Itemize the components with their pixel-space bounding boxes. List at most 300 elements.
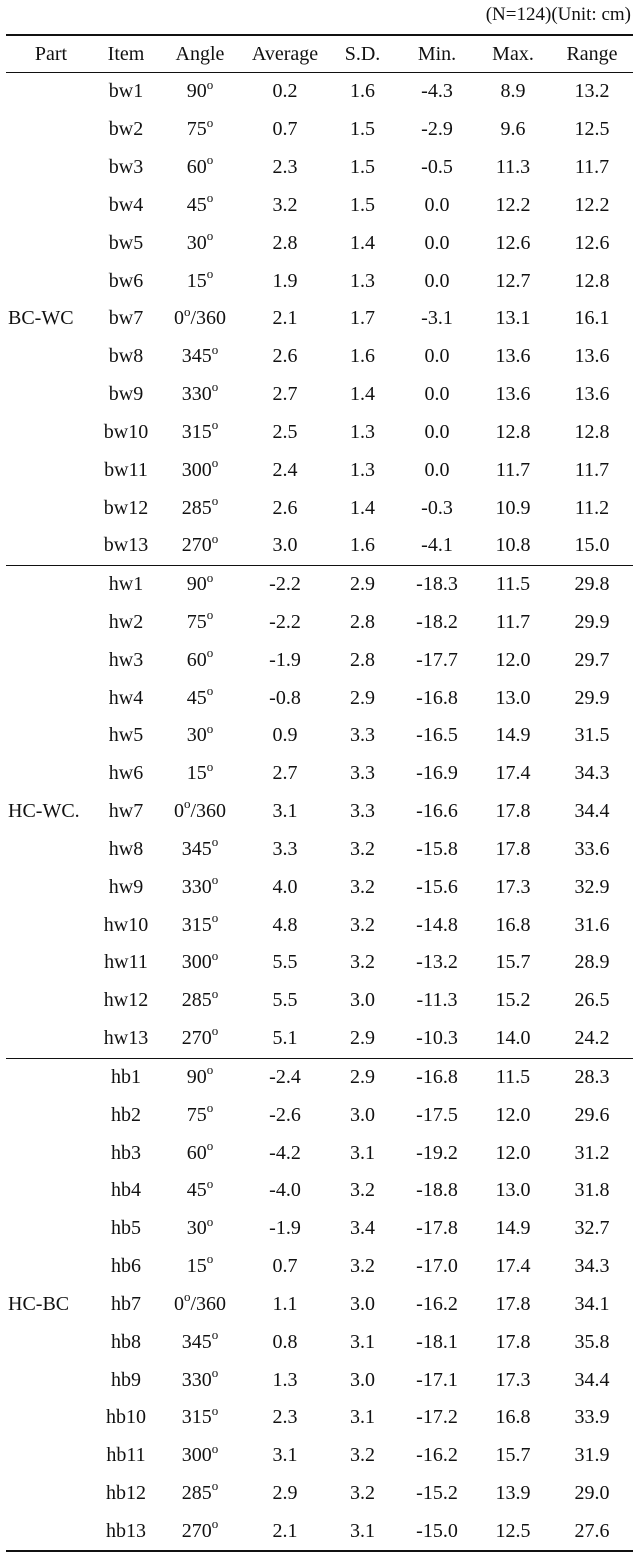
min-cell: -2.9 — [421, 118, 453, 141]
angle-cell — [156, 793, 244, 831]
angle-cell — [156, 186, 244, 224]
sd-cell: 2.9 — [326, 565, 399, 603]
average-cell: 3.2 — [272, 193, 298, 216]
part-cell — [6, 224, 96, 262]
part-cell — [6, 1210, 96, 1248]
angle-value: 315 — [181, 913, 212, 936]
range-cell: 34.3 — [574, 762, 610, 785]
average-cell: 1.3 — [272, 1368, 298, 1391]
angle-value: 75 — [186, 611, 207, 633]
part-cell — [6, 376, 96, 414]
max-cell: 17.3 — [495, 875, 531, 898]
table-row — [6, 111, 633, 149]
degree-mark: o — [206, 190, 214, 206]
item-cell: hb9 — [111, 1368, 141, 1391]
table-row — [6, 376, 633, 414]
range-cell: 12.6 — [574, 231, 610, 254]
sd-cell: 3.2 — [350, 1482, 375, 1505]
sd-cell: 3.4 — [350, 1217, 375, 1240]
angle-cell — [156, 262, 244, 300]
item-cell: hw10 — [103, 913, 149, 936]
item-cell: hb7 — [111, 1292, 141, 1315]
min-cell: 0.0 — [424, 383, 450, 406]
sd-cell: 1.6 — [350, 80, 375, 103]
sd-cell: 3.2 — [350, 1444, 375, 1467]
degree-mark: o — [206, 569, 214, 585]
angle-cell — [156, 755, 244, 793]
sd-cell: 3.3 — [350, 762, 375, 785]
degree-mark: o — [206, 758, 214, 774]
degree-mark: o — [183, 303, 191, 319]
max-cell: 11.5 — [475, 565, 551, 603]
table-row — [6, 755, 633, 793]
degree-mark: o — [206, 645, 214, 661]
item-cell: hw1 — [96, 565, 156, 603]
item-cell: hw11 — [104, 951, 148, 974]
min-cell: 0.0 — [424, 269, 450, 292]
range-cell: 27.6 — [551, 1512, 633, 1551]
degree-mark: o — [211, 1478, 219, 1494]
min-cell: -11.3 — [416, 989, 458, 1012]
min-cell: -18.2 — [416, 611, 458, 633]
sd-cell: 3.0 — [350, 989, 375, 1012]
max-cell: 15.2 — [495, 989, 531, 1012]
degree-mark: o — [183, 1289, 191, 1305]
angle-value: 0 — [173, 307, 184, 330]
sd-cell: 1.7 — [350, 307, 375, 330]
degree-mark: o — [206, 76, 214, 92]
angle-value: 60 — [186, 156, 207, 179]
angle-cell — [156, 338, 244, 376]
sd-cell: 1.3 — [350, 420, 375, 443]
table-row — [6, 982, 633, 1020]
column-header-angle: Angle — [156, 35, 244, 73]
degree-mark: o — [211, 455, 219, 471]
min-cell: -16.2 — [416, 1444, 458, 1467]
angle-cell — [156, 1134, 244, 1172]
range-cell: 28.9 — [574, 951, 610, 974]
table-row — [6, 1475, 633, 1513]
average-cell: 4.8 — [272, 913, 298, 936]
part-cell — [6, 1361, 96, 1399]
range-cell: 29.9 — [574, 611, 610, 633]
sd-cell: 3.0 — [350, 1292, 375, 1315]
min-cell: -17.0 — [416, 1255, 458, 1278]
max-cell: 13.6 — [495, 345, 531, 368]
item-cell: hb8 — [111, 1330, 141, 1353]
angle-cell — [156, 1210, 244, 1248]
angle-cell — [156, 111, 244, 149]
average-cell: 5.5 — [272, 989, 298, 1012]
item-cell: hw7 — [108, 800, 144, 823]
max-cell: 15.7 — [495, 951, 531, 974]
part-cell — [6, 300, 96, 338]
part-cell — [6, 755, 96, 793]
table-row — [6, 262, 633, 300]
item-cell: hb2 — [111, 1103, 141, 1126]
table-row — [6, 413, 633, 451]
min-cell: -0.5 — [421, 156, 453, 179]
angle-cell — [156, 300, 244, 338]
table-note: (N=124)(Unit: cm) — [485, 4, 631, 25]
average-cell: 0.2 — [272, 80, 298, 103]
average-cell: 2.9 — [272, 1482, 298, 1505]
angle-value: /360 — [190, 307, 227, 330]
degree-mark: o — [183, 796, 191, 812]
angle-value: 315 — [181, 1406, 212, 1429]
table-row — [6, 1210, 633, 1248]
sd-cell: 2.9 — [350, 1027, 375, 1050]
sd-cell: 1.5 — [350, 118, 375, 141]
range-cell: 16.1 — [574, 307, 610, 330]
max-cell: 13.6 — [495, 383, 531, 406]
part-cell — [6, 604, 96, 642]
average-cell: -1.9 — [269, 648, 301, 671]
max-cell: 11.7 — [495, 458, 531, 481]
angle-cell — [156, 1096, 244, 1134]
angle-cell — [156, 1248, 244, 1286]
average-cell: 2.7 — [272, 762, 298, 785]
degree-mark: o — [206, 683, 214, 698]
sd-cell: 2.8 — [350, 611, 375, 633]
angle-cell — [156, 906, 244, 944]
angle-cell — [156, 1058, 244, 1096]
part-label: BC-WC — [8, 307, 74, 330]
range-cell: 33.9 — [574, 1406, 610, 1429]
column-header-average: Average — [244, 35, 326, 73]
column-header-part: Part — [6, 35, 96, 73]
item-cell: bw7 — [108, 307, 144, 330]
part-cell — [6, 868, 96, 906]
angle-value: 30 — [186, 231, 207, 254]
range-cell: 29.6 — [574, 1103, 610, 1126]
table-row — [6, 451, 633, 489]
column-header-item: Item — [96, 35, 156, 73]
table-row — [6, 641, 633, 679]
angle-cell — [156, 413, 244, 451]
sd-cell: 1.6 — [350, 345, 375, 368]
degree-mark: o — [206, 152, 214, 168]
part-cell — [6, 1399, 96, 1437]
average-cell: 0.7 — [272, 118, 298, 141]
angle-value: 0 — [173, 800, 184, 823]
degree-mark: o — [206, 1251, 214, 1267]
table-row — [6, 1172, 633, 1210]
angle-value: 30 — [186, 724, 207, 747]
max-cell: 12.5 — [475, 1512, 551, 1551]
sd-cell: 3.1 — [350, 1406, 375, 1429]
degree-mark: o — [206, 228, 214, 244]
min-cell: -18.3 — [399, 565, 475, 603]
angle-value: 345 — [181, 837, 212, 860]
average-cell: 2.1 — [272, 307, 298, 330]
min-cell: -17.7 — [416, 648, 458, 671]
table-row — [6, 565, 633, 603]
table-row — [6, 868, 633, 906]
average-cell: -0.8 — [269, 686, 301, 709]
angle-cell — [156, 604, 244, 642]
average-cell: 2.1 — [244, 1512, 326, 1551]
min-cell: -16.8 — [416, 686, 458, 709]
angle-cell — [156, 1475, 244, 1513]
angle-value: 0 — [173, 1292, 184, 1315]
angle-cell — [156, 376, 244, 414]
angle-cell — [156, 73, 244, 111]
range-cell: 29.0 — [574, 1482, 610, 1505]
max-cell: 8.9 — [500, 80, 526, 103]
item-cell: bw1 — [108, 80, 144, 103]
degree-mark: o — [211, 1440, 219, 1456]
degree-mark: o — [206, 1175, 214, 1191]
part-cell — [6, 111, 96, 149]
range-cell: 32.9 — [574, 875, 610, 898]
part-cell — [6, 565, 96, 603]
item-cell: hb5 — [111, 1217, 141, 1240]
angle-value: 285 — [181, 1482, 212, 1505]
degree-mark: o — [211, 417, 219, 433]
range-cell: 34.1 — [574, 1292, 610, 1315]
table-row — [6, 1512, 633, 1551]
item-cell: hw8 — [108, 837, 144, 860]
angle-value: 270 — [181, 534, 212, 557]
average-cell: 5.1 — [272, 1027, 298, 1050]
min-cell: -15.2 — [416, 1482, 458, 1505]
range-cell: 24.2 — [574, 1027, 610, 1050]
sd-cell: 3.1 — [350, 1330, 375, 1353]
part-cell — [6, 149, 96, 187]
item-cell: hb3 — [111, 1141, 141, 1164]
min-cell: -16.9 — [416, 762, 458, 785]
angle-cell — [156, 224, 244, 262]
table-row — [6, 1323, 633, 1361]
table-row — [6, 1096, 633, 1134]
angle-cell — [156, 641, 244, 679]
part-cell — [6, 1248, 96, 1286]
average-cell: 5.5 — [272, 951, 298, 974]
part-cell — [6, 679, 96, 717]
item-cell: bw5 — [108, 231, 144, 254]
sd-cell: 1.5 — [350, 156, 375, 179]
item-cell: hw12 — [103, 989, 149, 1012]
range-cell: 11.2 — [574, 496, 610, 519]
average-cell: 2.3 — [272, 156, 298, 179]
range-cell: 29.9 — [574, 686, 610, 709]
min-cell: -3.1 — [421, 307, 453, 330]
average-cell: -2.4 — [244, 1058, 326, 1096]
degree-mark: o — [211, 909, 219, 925]
sd-cell: 3.2 — [350, 1255, 375, 1278]
sd-cell: 3.1 — [326, 1512, 399, 1551]
table-row — [6, 1437, 633, 1475]
angle-value: 315 — [181, 420, 212, 443]
range-cell: 29.7 — [574, 648, 610, 671]
average-cell: 2.6 — [272, 345, 298, 368]
degree-mark: o — [211, 985, 219, 1001]
table-row — [6, 793, 633, 831]
max-cell: 16.8 — [495, 1406, 531, 1429]
sd-cell: 3.2 — [350, 1179, 375, 1202]
max-cell: 11.3 — [495, 156, 531, 179]
degree-mark: o — [206, 1213, 214, 1229]
sd-cell: 3.2 — [350, 875, 375, 898]
max-cell: 13.0 — [495, 686, 531, 709]
sd-cell: 1.3 — [350, 269, 375, 292]
header-row — [6, 35, 633, 73]
angle-value: 60 — [186, 1141, 207, 1164]
max-cell: 11.7 — [495, 611, 531, 633]
table-row — [6, 527, 633, 565]
sd-cell: 1.4 — [350, 496, 375, 519]
part-cell — [6, 1058, 96, 1096]
angle-cell — [156, 944, 244, 982]
max-cell: 17.8 — [495, 800, 531, 823]
column-header-sd: S.D. — [326, 35, 399, 73]
table-row — [6, 1361, 633, 1399]
angle-value: 285 — [181, 496, 212, 519]
range-cell: 29.8 — [551, 565, 633, 603]
range-cell: 13.6 — [574, 345, 610, 368]
table-row — [6, 1286, 633, 1324]
angle-value: 300 — [181, 1444, 212, 1467]
angle-cell — [156, 1361, 244, 1399]
table-row — [6, 1399, 633, 1437]
degree-mark: o — [206, 1062, 214, 1078]
min-cell: -16.2 — [416, 1292, 458, 1315]
degree-mark: o — [211, 1023, 219, 1039]
min-cell: -16.5 — [416, 724, 458, 747]
part-cell — [6, 338, 96, 376]
range-cell: 11.7 — [574, 458, 610, 481]
table-row — [6, 1020, 633, 1058]
angle-cell — [156, 1286, 244, 1324]
angle-value: 285 — [181, 989, 212, 1012]
range-cell: 12.2 — [574, 193, 610, 216]
table-body — [6, 73, 633, 1552]
item-cell: bw3 — [108, 156, 144, 179]
angle-cell — [156, 1172, 244, 1210]
table-row — [6, 338, 633, 376]
angle-value: 300 — [181, 951, 212, 974]
degree-mark: o — [211, 947, 219, 963]
angle-value: 45 — [186, 686, 207, 709]
angle-value: 60 — [186, 648, 207, 671]
item-cell: bw12 — [103, 496, 149, 519]
average-cell: 3.0 — [272, 534, 298, 557]
angle-cell — [156, 868, 244, 906]
part-cell — [6, 1512, 96, 1551]
average-cell: 0.9 — [272, 724, 298, 747]
min-cell: -14.8 — [416, 913, 458, 936]
degree-mark: o — [206, 720, 214, 736]
angle-cell — [156, 982, 244, 1020]
range-cell: 31.8 — [574, 1179, 610, 1202]
average-cell: 3.3 — [272, 837, 298, 860]
part-cell — [6, 1437, 96, 1475]
sd-cell: 1.4 — [350, 231, 375, 254]
angle-value: 90 — [186, 1065, 207, 1088]
min-cell: -0.3 — [421, 496, 453, 519]
sd-cell: 2.9 — [350, 686, 375, 709]
sd-cell: 2.9 — [326, 1058, 399, 1096]
part-cell — [6, 413, 96, 451]
angle-value: 345 — [181, 1330, 212, 1353]
angle-value: 15 — [186, 1255, 207, 1278]
degree-mark: o — [211, 1364, 219, 1380]
part-cell — [6, 1286, 96, 1324]
part-cell — [6, 906, 96, 944]
range-cell: 34.3 — [574, 1255, 610, 1278]
sd-cell: 1.5 — [350, 193, 375, 216]
part-label: HC-BC — [8, 1292, 70, 1315]
max-cell: 13.1 — [495, 307, 531, 330]
item-cell: hb4 — [111, 1179, 141, 1202]
item-cell: bw10 — [103, 420, 149, 443]
range-cell: 31.5 — [574, 724, 610, 747]
table-row — [6, 73, 633, 111]
item-cell: hw2 — [108, 611, 144, 633]
angle-value: 15 — [186, 762, 207, 785]
average-cell: 3.1 — [272, 1444, 298, 1467]
part-cell — [6, 1323, 96, 1361]
max-cell: 10.8 — [495, 534, 531, 557]
item-cell: bw11 — [104, 458, 148, 481]
table-row — [6, 604, 633, 642]
average-cell: 2.5 — [272, 420, 298, 443]
angle-cell — [156, 489, 244, 527]
angle-value: 330 — [181, 875, 212, 898]
item-cell: hb1 — [96, 1058, 156, 1096]
max-cell: 12.0 — [495, 1103, 531, 1126]
average-cell: 1.1 — [272, 1292, 298, 1315]
table-row — [6, 186, 633, 224]
degree-mark: o — [206, 1100, 214, 1116]
item-cell: hb13 — [96, 1512, 156, 1551]
max-cell: 16.8 — [495, 913, 531, 936]
min-cell: -19.2 — [416, 1141, 458, 1164]
average-cell: 4.0 — [272, 875, 298, 898]
angle-cell — [156, 1399, 244, 1437]
sd-cell: 3.2 — [350, 951, 375, 974]
part-cell — [6, 982, 96, 1020]
sd-cell: 3.2 — [350, 913, 375, 936]
angle-cell — [156, 149, 244, 187]
table-header — [6, 35, 633, 73]
table-row — [6, 831, 633, 869]
max-cell: 12.2 — [495, 193, 531, 216]
part-cell — [6, 1475, 96, 1513]
item-cell: hw4 — [108, 686, 144, 709]
min-cell: -10.3 — [416, 1027, 458, 1050]
item-cell: hb12 — [106, 1482, 146, 1505]
table-row — [6, 717, 633, 755]
item-cell: hw3 — [108, 648, 144, 671]
angle-value: 330 — [181, 1368, 212, 1391]
part-cell — [6, 1134, 96, 1172]
max-cell: 9.6 — [500, 118, 526, 141]
part-label: HC-WC. — [8, 800, 80, 823]
min-cell: -18.1 — [416, 1330, 458, 1353]
range-cell: 12.8 — [574, 420, 610, 443]
angle-value: 90 — [186, 80, 207, 103]
angle-value: 270 — [181, 1519, 212, 1542]
max-cell: 12.0 — [495, 1141, 531, 1164]
angle-cell — [156, 451, 244, 489]
item-cell: hb6 — [111, 1255, 141, 1278]
range-cell: 31.2 — [574, 1141, 610, 1164]
angle-value: 45 — [186, 193, 207, 216]
part-cell — [6, 186, 96, 224]
min-cell: 0.0 — [424, 193, 450, 216]
